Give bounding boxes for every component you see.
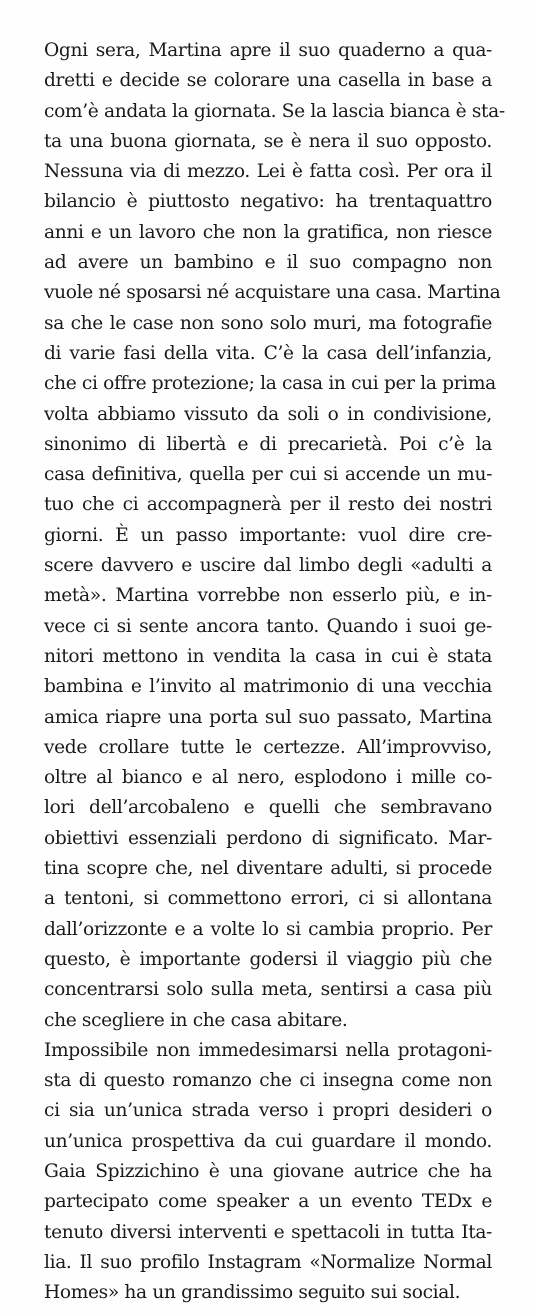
text-line: scere davvero e uscire dal limbo degli «adulti a [44, 555, 492, 577]
text-line: tina scopre che, nel diventare adulti, si procede [44, 858, 492, 880]
text-line: Impossibile non immedesimarsi nella protagoni- [44, 1039, 492, 1061]
text-line: ad avere un bambino e il suo compagno non [44, 252, 492, 274]
text-line: Homes» ha un grandissimo seguito sui social. [44, 1282, 461, 1304]
text-line: sa che le case non sono solo muri, ma fotografie [44, 312, 492, 334]
text-line: vuole né sposarsi né acquistare una casa. Martina [44, 282, 501, 304]
text-line: dretti e decide se colorare una casella in base a [44, 70, 492, 92]
text-line: sta di questo romanzo che ci insegna come non [44, 1070, 492, 1092]
text-line: a tentoni, si commettono errori, ci si allontana [44, 888, 492, 910]
author-paragraph [44, 1036, 492, 1309]
text-line: questo, è importante godersi il viaggio più che [44, 948, 492, 970]
text-line: dall’orizzonte e a volte lo si cambia proprio. Per [44, 918, 492, 940]
text-line: Gaia Spizzichino è una giovane autrice che ha [44, 1160, 492, 1182]
text-line: volta abbiamo vissuto da soli o in condivisione, [44, 403, 492, 425]
text-line: ta una buona giornata, se è nera il suo opposto. [44, 130, 492, 152]
text-line: Nessuna via di mezzo. Lei è fatta così. Per ora il [44, 161, 492, 183]
text-line: amica riapre una porta sul suo passato, Martina [44, 706, 492, 728]
text-line: vece ci si sente ancora tanto. Quando i suoi ge- [44, 615, 492, 637]
book-description [44, 36, 505, 1308]
text-line: un’unica prospettiva da cui guardare il mondo. [44, 1130, 492, 1152]
text-line: com’è andata la giornata. Se la lascia bianca è sta- [44, 100, 505, 122]
text-line: bilancio è piuttosto negativo: ha trentaquattro [44, 191, 492, 213]
text-line: nitori mettono in vendita la casa in cui è stata [44, 645, 492, 667]
text-line: concentrarsi solo sulla meta, sentirsi a casa più [44, 979, 492, 1001]
text-line: sinonimo di libertà e di precarietà. Poi c’è la [44, 433, 492, 455]
text-line: di varie fasi della vita. C’è la casa dell’infanzia, [44, 342, 492, 364]
text-line: bambina e l’invito al matrimonio di una vecchia [44, 676, 492, 698]
text-line: obiettivi essenziali perdono di significato. Mar- [44, 827, 492, 849]
text-line: anni e un lavoro che non la gratifica, non riesce [44, 221, 492, 243]
synopsis-paragraph [44, 36, 505, 1036]
text-line: tuo che ci accompagnerà per il resto dei nostri [44, 494, 492, 516]
text-line: che ci offre protezione; la casa in cui per la prima [44, 373, 496, 395]
text-line: che scegliere in che casa abitare. [44, 1009, 348, 1031]
text-line: tenuto diversi interventi e spettacoli in tutta Ita- [44, 1221, 492, 1243]
text-line: lia. Il suo profilo Instagram «Normalize Normal [44, 1251, 492, 1273]
text-line: giorni. È un passo importante: vuol dire cre- [44, 524, 492, 546]
text-line: Ogni sera, Martina apre il suo quaderno a qua- [44, 40, 492, 61]
text-line: casa definitiva, quella per cui si accende un mu- [44, 464, 492, 486]
text-line: oltre al bianco e al nero, esplodono i mille co- [44, 767, 492, 789]
text-line: ci sia un’unica strada verso i propri desideri o [44, 1100, 492, 1122]
text-line: lori dell’arcobaleno e quelli che sembravano [44, 797, 492, 819]
text-line: vede crollare tutte le certezze. All’improvviso, [44, 736, 492, 758]
text-line: metà». Martina vorrebbe non esserlo più, e in- [44, 585, 492, 607]
text-line: partecipato come speaker a un evento TEDx e [44, 1191, 492, 1213]
